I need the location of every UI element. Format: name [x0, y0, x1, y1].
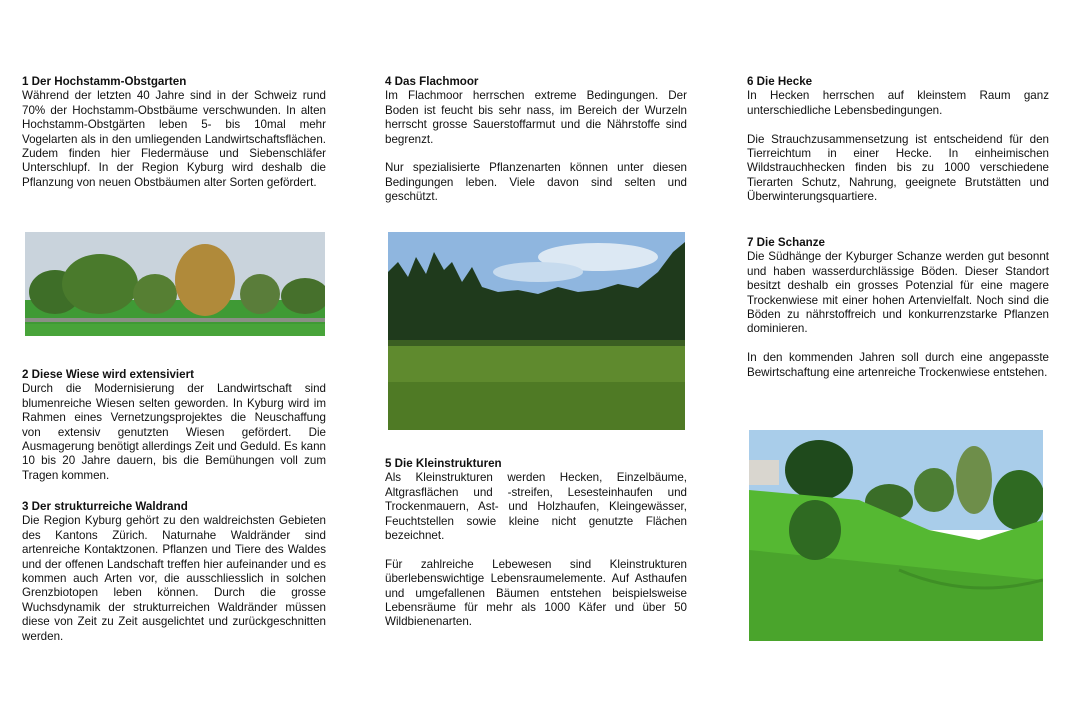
section-text: Für zahlreiche Lebewesen sind Kleinstrukturen überlebenswichtige Lebensraumelemente. Auf Asthaufen und umgefallenen Bäumen entstehen beispielsweise Lebensräume für mehr als 1000 Käfer und über 50 Wildbienenarten. — [385, 557, 687, 629]
section-text: Während der letzten 40 Jahre sind in der Schweiz rund 70% der Hochstamm-Obstbäume verschwunden. In alten Hochstamm-Obstgärten leben 5- bis 10mal mehr Vogelarten als in den umliegenden Landwirtschaftsflächen. Zudem finden hier Fledermäuse und Siebenschläfer Unterschlupf. In der Region Kyburg wird deshalb die Pflanzung von neuen Obstbäumen alter Sorten gefördert. — [22, 89, 326, 189]
section-text: Im Flachmoor herrschen extreme Bedingungen. Der Boden ist feucht bis sehr nass, im Bereich der Wurzeln herrscht grosse Sauerstoffarmut und die Nährstoffe sind begrenzt. — [385, 89, 687, 146]
section-heading: 6 Die Hecke — [747, 75, 813, 88]
section-hochstamm-obstgarten — [22, 75, 326, 190]
section-text: In Hecken herrschen auf kleinstem Raum ganz unterschiedliche Lebensbedingungen. — [747, 89, 1049, 117]
section-text: Die Südhänge der Kyburger Schanze werden gut besonnt und haben wasserdurchlässige Böden. Dieser Standort besitzt deshalb ein grosses Potenzial für eine magere Trockenwiese mit einer hohen Artenvielfalt. Noch sind die Böden zu nährstoffreich und konkurrenzstarke Pflanzen dominieren. — [747, 250, 1049, 336]
section-text: Die Region Kyburg gehört zu den waldreichsten Gebieten des Kantons Zürich. Naturnahe Waldränder sind artenreiche Kontaktzonen. Pflanzen und Tiere des Waldes und der offenen Landschaft treffen hier aufeinander und es kommen auch Arten vor, die ausschliesslich in solchen Grenzbiotopen leben können. Durch die grosse Wuchsdynamik der strukturreichen Waldränder müssen diese von Zeit zu Zeit ausgelichtet und zurückgeschnitten werden. — [22, 514, 326, 643]
section-text: Durch die Modernisierung der Landwirtschaft sind blumenreiche Wiesen selten geworden. In Kyburg wird im Rahmen eines Vernetzungsprojektes die Neuschaffung von extensiv genutzten Wiesen gefördert. Die Ausmagerung benötigt allerdings Zeit und Geduld. Es kann 10 bis 20 Jahre dauern, bis die Bemühungen voll zum Tragen kommen. — [22, 382, 326, 482]
section-text: Als Kleinstrukturen werden Hecken, Einzelbäume, Altgrasflächen und -streifen, Lesesteinhaufen und Trockenmauern, Ast- und Holzhaufen, Kleingewässer, Feuchtstellen sowie kleine nicht genutzte Flächen bezeichnet. — [385, 471, 687, 543]
rampart-photo — [749, 430, 1043, 641]
section-waldrand — [22, 500, 326, 644]
section-wiese-extensiviert — [22, 368, 326, 483]
fen-photo — [388, 232, 685, 430]
section-heading: 7 Die Schanze — [747, 236, 825, 249]
section-heading: 4 Das Flachmoor — [385, 75, 479, 88]
section-heading: 3 Der strukturreiche Waldrand — [22, 500, 188, 513]
section-heading: 2 Diese Wiese wird extensiviert — [22, 368, 194, 381]
section-text: Die Strauchzusammensetzung ist entscheidend für den Tierreichtum in einer Hecke. In einheimischen Wildstrauchhecken finden bis zu 1000 verschiedene Tierarten Schutz, Nahrung, geeignete Brutstätten und Überwinterungsquartiere. — [747, 132, 1049, 204]
section-flachmoor — [385, 75, 687, 205]
section-kleinstrukturen — [385, 457, 687, 630]
section-text: In den kommenden Jahren soll durch eine angepasste Bewirtschaftung eine artenreiche Trockenwiese entstehen. — [747, 351, 1049, 379]
section-heading: 1 Der Hochstamm-Obstgarten — [22, 75, 187, 88]
section-text: Nur spezialisierte Pflanzenarten können unter diesen Bedingungen leben. Viele davon sind selten und geschützt. — [385, 161, 687, 204]
orchard-photo — [25, 232, 325, 336]
section-heading: 5 Die Kleinstrukturen — [385, 457, 502, 470]
section-hecke — [747, 75, 1049, 205]
section-schanze — [747, 236, 1049, 380]
